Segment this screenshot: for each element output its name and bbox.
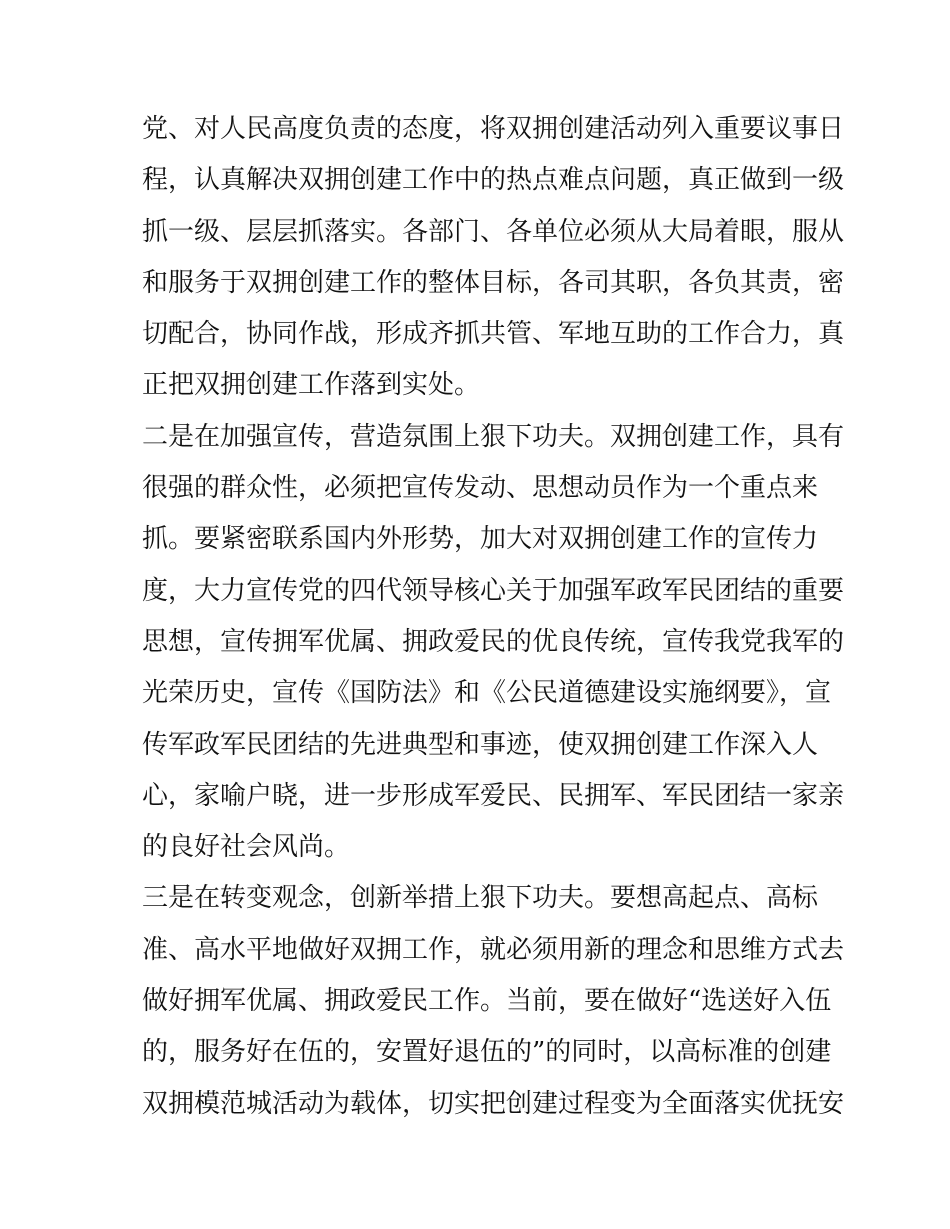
text-line: 抓一级、层层抓落实。各部门、各单位必须从大局着眼，服从 (142, 216, 845, 247)
text-line: 双拥模范城活动为载体，切实把创建过程变为全面落实优抚安 (142, 1088, 845, 1119)
text-line: 程，认真解决双拥创建工作中的热点难点问题，真正做到一级 (142, 165, 845, 196)
text-line: 传军政军民团结的先进典型和事迹，使双拥创建工作深入人 (142, 729, 819, 760)
text-line: 切配合，协同作战，形成齐抓共管、军地互助的工作合力，真 (142, 319, 845, 350)
text-line: 二是在加强宣传，营造氛围上狠下功夫。双拥创建工作，具有 (142, 421, 845, 452)
text-line: 和服务于双拥创建工作的整体目标，各司其职，各负其责，密 (142, 267, 845, 298)
text-line: 正把双拥创建工作落到实处。 (142, 370, 481, 401)
text-line: 的良好社会风尚。 (142, 832, 351, 863)
text-line: 度，大力宣传党的四代领导核心关于加强军政军民团结的重要 (142, 575, 845, 606)
text-line: 很强的群众性，必须把宣传发动、思想动员作为一个重点来 (142, 473, 819, 504)
text-line: 抓。要紧密联系国内外形势，加大对双拥创建工作的宣传力 (142, 524, 819, 555)
text-line: 做好拥军优属、拥政爱民工作。当前，要在做好“选送好入伍 (142, 986, 832, 1017)
body-text (142, 104, 845, 1130)
text-line: 党、对人民高度负责的态度，将双拥创建活动列入重要议事日 (142, 114, 845, 144)
text-line: 三是在转变观念，创新举措上狠下功夫。要想高起点、高标 (142, 883, 819, 914)
text-line: 思想，宣传拥军优属、拥政爱民的优良传统，宣传我党我军的 (142, 626, 845, 657)
text-line: 的，服务好在伍的，安置好退伍的”的同时，以高标准的创建 (142, 1037, 832, 1068)
text-line: 心，家喻户晓，进一步形成军爱民、民拥军、军民团结一家亲 (142, 780, 845, 811)
text-line: 光荣历史，宣传《国防法》和《公民道德建设实施纲要》，宣 (142, 678, 832, 709)
text-line: 准、高水平地做好双拥工作，就必须用新的理念和思维方式去 (142, 934, 845, 965)
